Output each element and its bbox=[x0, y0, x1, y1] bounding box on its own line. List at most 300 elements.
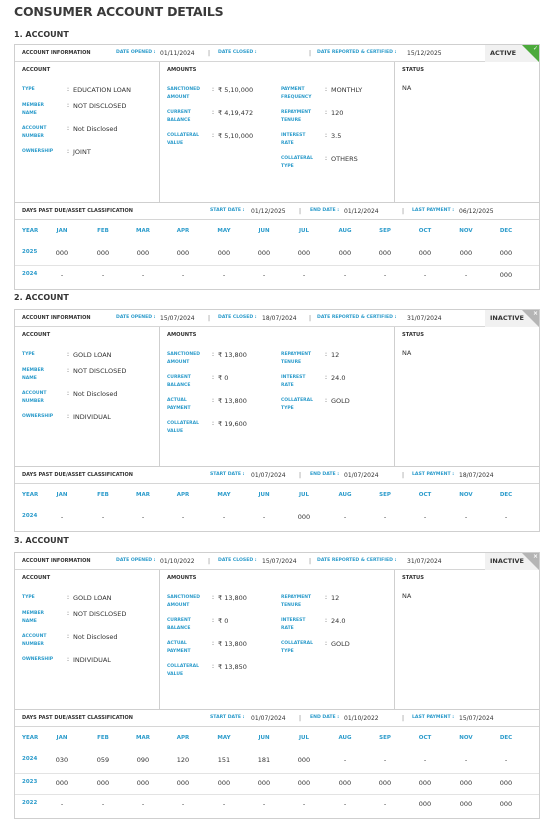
amounts-panel bbox=[160, 327, 395, 466]
status-value: NA bbox=[402, 349, 412, 357]
amount-field bbox=[281, 374, 391, 390]
colon: : bbox=[212, 374, 215, 381]
amount-value: ₹ 13,800 bbox=[218, 640, 247, 648]
colon: : bbox=[212, 397, 215, 404]
dpd-cell: - bbox=[141, 271, 145, 279]
colon: : bbox=[67, 102, 70, 109]
amount-label: REPAYMENT TENURE bbox=[281, 110, 312, 123]
month-header: OCT bbox=[418, 228, 432, 234]
member-name-label: MEMBER NAME bbox=[22, 103, 44, 116]
end-date-value: 01/10/2022 bbox=[344, 715, 379, 722]
year-cell: 2023 bbox=[22, 779, 38, 785]
type-label: TYPE bbox=[22, 352, 35, 357]
dpd-cell: - bbox=[60, 800, 64, 808]
amount-label: CURRENT BALANCE bbox=[167, 110, 191, 123]
dpd-cell: 181 bbox=[257, 756, 271, 764]
dpd-cell: - bbox=[302, 271, 306, 279]
dpd-cell: 000 bbox=[257, 779, 271, 787]
colon: : bbox=[212, 420, 215, 427]
member-name-value: NOT DISCLOSED bbox=[73, 102, 127, 110]
member-name-field bbox=[22, 610, 157, 626]
dpd-cell: - bbox=[222, 513, 226, 521]
dpd-cell: - bbox=[343, 756, 347, 764]
month-header: AUG bbox=[338, 492, 352, 498]
colon: : bbox=[67, 390, 70, 397]
month-header: APR bbox=[176, 735, 190, 741]
amount-field bbox=[167, 351, 277, 367]
member-name-field bbox=[22, 367, 157, 383]
days-past-due-bar bbox=[15, 467, 539, 484]
amount-label: COLLATERAL VALUE bbox=[167, 421, 199, 434]
month-header: NOV bbox=[459, 492, 473, 498]
status-panel bbox=[395, 327, 539, 466]
dpd-cell: - bbox=[262, 271, 266, 279]
dpd-cell: - bbox=[101, 800, 105, 808]
last-payment-value: 15/07/2024 bbox=[459, 715, 494, 722]
account-details-panels bbox=[15, 570, 539, 710]
month-header: FEB bbox=[97, 492, 109, 498]
separator: | bbox=[402, 472, 405, 479]
dpd-cell: - bbox=[222, 800, 226, 808]
last-payment-label: LAST PAYMENT : bbox=[412, 472, 455, 477]
year-cell: 2022 bbox=[22, 800, 38, 806]
dpd-cell: 000 bbox=[297, 756, 311, 764]
account-number-value: Not Disclosed bbox=[73, 633, 118, 641]
account-number-value: Not Disclosed bbox=[73, 125, 118, 133]
amount-label: INTEREST RATE bbox=[281, 375, 306, 388]
month-header: DEC bbox=[499, 735, 513, 741]
date-closed-label: DATE CLOSED : bbox=[218, 50, 257, 55]
month-header: MAY bbox=[217, 735, 231, 741]
month-header: JUN bbox=[258, 735, 270, 741]
amount-label: ACTUAL PAYMENT bbox=[167, 641, 191, 654]
colon: : bbox=[325, 617, 328, 624]
separator: | bbox=[208, 315, 211, 322]
amount-value: ₹ 4,19,472 bbox=[218, 109, 254, 117]
status-badge-text: ACTIVE bbox=[490, 49, 517, 57]
dpd-cell: 000 bbox=[136, 779, 150, 787]
amount-label: CURRENT BALANCE bbox=[167, 618, 191, 631]
status-panel-heading: STATUS bbox=[402, 575, 424, 581]
dpd-cell: - bbox=[343, 271, 347, 279]
colon: : bbox=[212, 663, 215, 670]
amount-label: CURRENT BALANCE bbox=[167, 375, 191, 388]
row-divider bbox=[15, 265, 539, 266]
status-value: NA bbox=[402, 592, 412, 600]
member-name-label: MEMBER NAME bbox=[22, 611, 44, 624]
dpd-cell: - bbox=[141, 800, 145, 808]
amount-field bbox=[167, 640, 277, 656]
amount-value: ₹ 0 bbox=[218, 374, 229, 382]
dpd-cell: 000 bbox=[378, 249, 392, 257]
status-badge bbox=[485, 310, 539, 327]
end-date-label: END DATE : bbox=[310, 472, 340, 477]
dpd-cell: 000 bbox=[338, 779, 352, 787]
separator: | bbox=[299, 472, 302, 479]
date-opened-label: DATE OPENED : bbox=[116, 558, 156, 563]
month-header: JAN bbox=[56, 228, 68, 234]
date-opened-label: DATE OPENED : bbox=[116, 50, 156, 55]
colon: : bbox=[67, 413, 70, 420]
account-details-panels bbox=[15, 327, 539, 467]
amount-value: GOLD bbox=[331, 640, 350, 648]
amount-field bbox=[167, 594, 277, 610]
account-title: 2. ACCOUNT bbox=[14, 293, 69, 302]
amount-field bbox=[281, 109, 391, 125]
dpd-cell: 000 bbox=[499, 271, 513, 279]
dpd-cell: - bbox=[423, 513, 427, 521]
separator: | bbox=[208, 558, 211, 565]
dpd-cell: 120 bbox=[176, 756, 190, 764]
separator: | bbox=[402, 715, 405, 722]
account-card bbox=[14, 44, 540, 290]
dpd-cell: 000 bbox=[55, 249, 69, 257]
year-cell: 2024 bbox=[22, 271, 38, 277]
colon: : bbox=[212, 132, 215, 139]
dpd-cell: 000 bbox=[55, 779, 69, 787]
dpd-cell: 000 bbox=[297, 249, 311, 257]
date-reported-value: 31/07/2024 bbox=[407, 558, 442, 565]
amount-field bbox=[167, 397, 277, 413]
dpd-cell: 000 bbox=[418, 779, 432, 787]
year-cell: 2025 bbox=[22, 249, 38, 255]
account-panel bbox=[15, 62, 160, 202]
year-header: YEAR bbox=[22, 492, 39, 498]
colon: : bbox=[212, 640, 215, 647]
amount-label: SANCTIONED AMOUNT bbox=[167, 352, 200, 365]
dpd-table bbox=[15, 484, 539, 531]
end-date-value: 01/07/2024 bbox=[344, 472, 379, 479]
amount-field bbox=[281, 617, 391, 633]
page-title: CONSUMER ACCOUNT DETAILS bbox=[14, 4, 224, 19]
dpd-cell: 000 bbox=[338, 249, 352, 257]
account-number-field bbox=[22, 390, 157, 406]
date-reported-value: 15/12/2025 bbox=[407, 50, 442, 57]
type-field bbox=[22, 351, 157, 367]
amounts-panel bbox=[160, 570, 395, 709]
dpd-cell: 000 bbox=[96, 779, 110, 787]
month-header: JUL bbox=[298, 492, 310, 498]
colon: : bbox=[325, 374, 328, 381]
dpd-table bbox=[15, 727, 539, 818]
account-info-bar bbox=[15, 310, 539, 327]
separator: | bbox=[299, 208, 302, 215]
days-past-due-label: DAYS PAST DUE/ASSET CLASSIFICATION bbox=[22, 208, 133, 214]
dpd-cell: 030 bbox=[55, 756, 69, 764]
type-value: GOLD LOAN bbox=[73, 351, 112, 359]
amount-field bbox=[167, 109, 277, 125]
dpd-cell: 000 bbox=[136, 249, 150, 257]
amount-value: ₹ 13,850 bbox=[218, 663, 247, 671]
amount-label: PAYMENT FREQUENCY bbox=[281, 87, 312, 100]
month-header: AUG bbox=[338, 735, 352, 741]
account-number-field bbox=[22, 633, 157, 649]
account-info-bar bbox=[15, 553, 539, 570]
dpd-cell: - bbox=[222, 271, 226, 279]
month-header: MAR bbox=[136, 228, 150, 234]
status-badge-text: INACTIVE bbox=[490, 557, 524, 565]
amount-field bbox=[281, 86, 391, 102]
colon: : bbox=[212, 351, 215, 358]
colon: : bbox=[325, 640, 328, 647]
dpd-cell: - bbox=[262, 513, 266, 521]
start-date-value: 01/07/2024 bbox=[251, 472, 286, 479]
dpd-cell: - bbox=[383, 756, 387, 764]
dpd-cell: 000 bbox=[257, 249, 271, 257]
type-label: TYPE bbox=[22, 87, 35, 92]
separator: | bbox=[309, 558, 312, 565]
date-closed-label: DATE CLOSED : bbox=[218, 558, 257, 563]
account-number-field bbox=[22, 125, 157, 141]
month-header: DEC bbox=[499, 228, 513, 234]
month-header: MAY bbox=[217, 492, 231, 498]
ownership-field bbox=[22, 413, 157, 429]
month-header: SEP bbox=[379, 228, 391, 234]
amount-field bbox=[167, 617, 277, 633]
year-header: YEAR bbox=[22, 228, 39, 234]
colon: : bbox=[325, 132, 328, 139]
amount-label: REPAYMENT TENURE bbox=[281, 352, 312, 365]
dpd-cell: - bbox=[383, 271, 387, 279]
dpd-table bbox=[15, 220, 539, 289]
dpd-cell: - bbox=[504, 756, 508, 764]
date-opened-label: DATE OPENED : bbox=[116, 315, 156, 320]
separator: | bbox=[208, 50, 211, 57]
amount-field bbox=[167, 420, 277, 436]
dpd-cell: - bbox=[343, 800, 347, 808]
colon: : bbox=[325, 155, 328, 162]
amounts-panel-heading: AMOUNTS bbox=[167, 332, 197, 338]
start-date-value: 01/07/2024 bbox=[251, 715, 286, 722]
colon: : bbox=[67, 656, 70, 663]
dpd-cell: 000 bbox=[459, 800, 473, 808]
account-number-label: ACCOUNT NUMBER bbox=[22, 634, 47, 647]
account-number-label: ACCOUNT NUMBER bbox=[22, 391, 47, 404]
amount-value: ₹ 5,10,000 bbox=[218, 132, 254, 140]
month-header: MAR bbox=[136, 735, 150, 741]
month-header: NOV bbox=[459, 228, 473, 234]
colon: : bbox=[212, 594, 215, 601]
account-info-bar bbox=[15, 45, 539, 62]
type-value: EDUCATION LOAN bbox=[73, 86, 131, 94]
dpd-cell: 000 bbox=[297, 779, 311, 787]
month-header: OCT bbox=[418, 492, 432, 498]
separator: | bbox=[309, 50, 312, 57]
days-past-due-bar bbox=[15, 710, 539, 727]
amount-label: COLLATERAL TYPE bbox=[281, 156, 313, 169]
dpd-cell: 000 bbox=[499, 249, 513, 257]
amounts-panel-heading: AMOUNTS bbox=[167, 575, 197, 581]
date-reported-label: DATE REPORTED & CERTIFIED : bbox=[317, 315, 397, 320]
start-date-label: START DATE : bbox=[210, 208, 245, 213]
month-header: JAN bbox=[56, 735, 68, 741]
year-cell: 2024 bbox=[22, 513, 38, 519]
account-panel bbox=[15, 570, 160, 709]
type-label: TYPE bbox=[22, 595, 35, 600]
colon: : bbox=[67, 594, 70, 601]
dpd-cell: - bbox=[383, 800, 387, 808]
check-icon: ✓ bbox=[532, 45, 538, 52]
date-opened-value: 01/10/2022 bbox=[160, 558, 195, 565]
type-field bbox=[22, 86, 157, 102]
dpd-cell: 151 bbox=[217, 756, 231, 764]
dpd-cell: - bbox=[343, 513, 347, 521]
colon: : bbox=[67, 148, 70, 155]
status-panel bbox=[395, 570, 539, 709]
last-payment-value: 18/07/2024 bbox=[459, 472, 494, 479]
amount-field bbox=[167, 132, 277, 148]
status-badge bbox=[485, 45, 539, 62]
month-header: JUN bbox=[258, 228, 270, 234]
month-header: JUL bbox=[298, 228, 310, 234]
amount-label: INTEREST RATE bbox=[281, 618, 306, 631]
ownership-value: INDIVIDUAL bbox=[73, 656, 111, 664]
ownership-value: INDIVIDUAL bbox=[73, 413, 111, 421]
dpd-cell: 000 bbox=[418, 249, 432, 257]
date-closed-label: DATE CLOSED : bbox=[218, 315, 257, 320]
days-past-due-bar bbox=[15, 203, 539, 220]
dpd-cell: - bbox=[383, 513, 387, 521]
month-header: APR bbox=[176, 228, 190, 234]
date-closed-value: 18/07/2024 bbox=[262, 315, 297, 322]
separator: | bbox=[299, 715, 302, 722]
month-header: JUL bbox=[298, 735, 310, 741]
amount-label: SANCTIONED AMOUNT bbox=[167, 595, 200, 608]
dpd-cell: - bbox=[464, 271, 468, 279]
last-payment-label: LAST PAYMENT : bbox=[412, 715, 455, 720]
last-payment-value: 06/12/2025 bbox=[459, 208, 494, 215]
amount-label: COLLATERAL TYPE bbox=[281, 398, 313, 411]
account-card bbox=[14, 309, 540, 532]
month-header: SEP bbox=[379, 492, 391, 498]
separator: | bbox=[402, 208, 405, 215]
dpd-cell: - bbox=[504, 513, 508, 521]
account-panel bbox=[15, 327, 160, 466]
colon: : bbox=[212, 109, 215, 116]
dpd-cell: - bbox=[262, 800, 266, 808]
end-date-value: 01/12/2024 bbox=[344, 208, 379, 215]
dpd-cell: - bbox=[181, 271, 185, 279]
ownership-label: OWNERSHIP bbox=[22, 657, 54, 662]
account-details-panels bbox=[15, 62, 539, 203]
dpd-cell: - bbox=[464, 513, 468, 521]
dpd-cell: 000 bbox=[499, 779, 513, 787]
colon: : bbox=[67, 367, 70, 374]
member-name-field bbox=[22, 102, 157, 118]
account-information-label: ACCOUNT INFORMATION bbox=[22, 558, 91, 564]
month-header: MAR bbox=[136, 492, 150, 498]
amount-value: ₹ 19,600 bbox=[218, 420, 247, 428]
month-header: JAN bbox=[56, 492, 68, 498]
account-information-label: ACCOUNT INFORMATION bbox=[22, 315, 91, 321]
month-header: DEC bbox=[499, 492, 513, 498]
colon: : bbox=[325, 594, 328, 601]
year-cell: 2024 bbox=[22, 756, 38, 762]
last-payment-label: LAST PAYMENT : bbox=[412, 208, 455, 213]
days-past-due-label: DAYS PAST DUE/ASSET CLASSIFICATION bbox=[22, 472, 133, 478]
amount-value: ₹ 13,800 bbox=[218, 594, 247, 602]
close-icon: × bbox=[532, 310, 538, 317]
amount-value: GOLD bbox=[331, 397, 350, 405]
amount-field bbox=[281, 397, 391, 413]
amount-value: ₹ 5,10,000 bbox=[218, 86, 254, 94]
amount-field bbox=[281, 594, 391, 610]
amount-value: ₹ 13,800 bbox=[218, 397, 247, 405]
dpd-cell: 000 bbox=[217, 779, 231, 787]
amount-field bbox=[167, 86, 277, 102]
ownership-field bbox=[22, 148, 157, 164]
end-date-label: END DATE : bbox=[310, 715, 340, 720]
amounts-panel bbox=[160, 62, 395, 202]
type-field bbox=[22, 594, 157, 610]
amount-label: SANCTIONED AMOUNT bbox=[167, 87, 200, 100]
amount-label: COLLATERAL TYPE bbox=[281, 641, 313, 654]
month-header: NOV bbox=[459, 735, 473, 741]
account-panel-heading: ACCOUNT bbox=[22, 575, 51, 581]
status-panel bbox=[395, 62, 539, 202]
date-reported-value: 31/07/2024 bbox=[407, 315, 442, 322]
amount-value: 24.0 bbox=[331, 374, 346, 382]
amount-field bbox=[167, 374, 277, 390]
account-title: 3. ACCOUNT bbox=[14, 536, 69, 545]
year-header: YEAR bbox=[22, 735, 39, 741]
dpd-cell: - bbox=[302, 800, 306, 808]
end-date-label: END DATE : bbox=[310, 208, 340, 213]
colon: : bbox=[212, 86, 215, 93]
account-card bbox=[14, 552, 540, 819]
amount-value: MONTHLY bbox=[331, 86, 363, 94]
amount-field bbox=[281, 155, 391, 171]
colon: : bbox=[67, 633, 70, 640]
date-opened-value: 15/07/2024 bbox=[160, 315, 195, 322]
amount-value: 120 bbox=[331, 109, 344, 117]
dpd-cell: - bbox=[181, 800, 185, 808]
colon: : bbox=[67, 610, 70, 617]
colon: : bbox=[67, 86, 70, 93]
amount-field bbox=[281, 351, 391, 367]
dpd-cell: - bbox=[464, 756, 468, 764]
amount-value: OTHERS bbox=[331, 155, 358, 163]
amount-label: COLLATERAL VALUE bbox=[167, 133, 199, 146]
dpd-cell: 000 bbox=[459, 779, 473, 787]
start-date-label: START DATE : bbox=[210, 472, 245, 477]
amount-label: ACTUAL PAYMENT bbox=[167, 398, 191, 411]
close-icon: × bbox=[532, 553, 538, 560]
month-header: APR bbox=[176, 492, 190, 498]
account-panel-heading: ACCOUNT bbox=[22, 332, 51, 338]
dpd-cell: - bbox=[60, 271, 64, 279]
ownership-label: OWNERSHIP bbox=[22, 414, 54, 419]
dpd-cell: - bbox=[423, 756, 427, 764]
dpd-cell: 000 bbox=[418, 800, 432, 808]
type-value: GOLD LOAN bbox=[73, 594, 112, 602]
month-header: JUN bbox=[258, 492, 270, 498]
month-header: OCT bbox=[418, 735, 432, 741]
status-badge-text: INACTIVE bbox=[490, 314, 524, 322]
amount-value: ₹ 13,800 bbox=[218, 351, 247, 359]
account-information-label: ACCOUNT INFORMATION bbox=[22, 50, 91, 56]
amount-label: REPAYMENT TENURE bbox=[281, 595, 312, 608]
ownership-value: JOINT bbox=[73, 148, 91, 156]
member-name-value: NOT DISCLOSED bbox=[73, 610, 127, 618]
colon: : bbox=[325, 109, 328, 116]
month-header: FEB bbox=[97, 735, 109, 741]
ownership-field bbox=[22, 656, 157, 672]
amount-value: 24.0 bbox=[331, 617, 346, 625]
dpd-cell: 059 bbox=[96, 756, 110, 764]
amount-value: 12 bbox=[331, 351, 340, 359]
row-divider bbox=[15, 773, 539, 774]
